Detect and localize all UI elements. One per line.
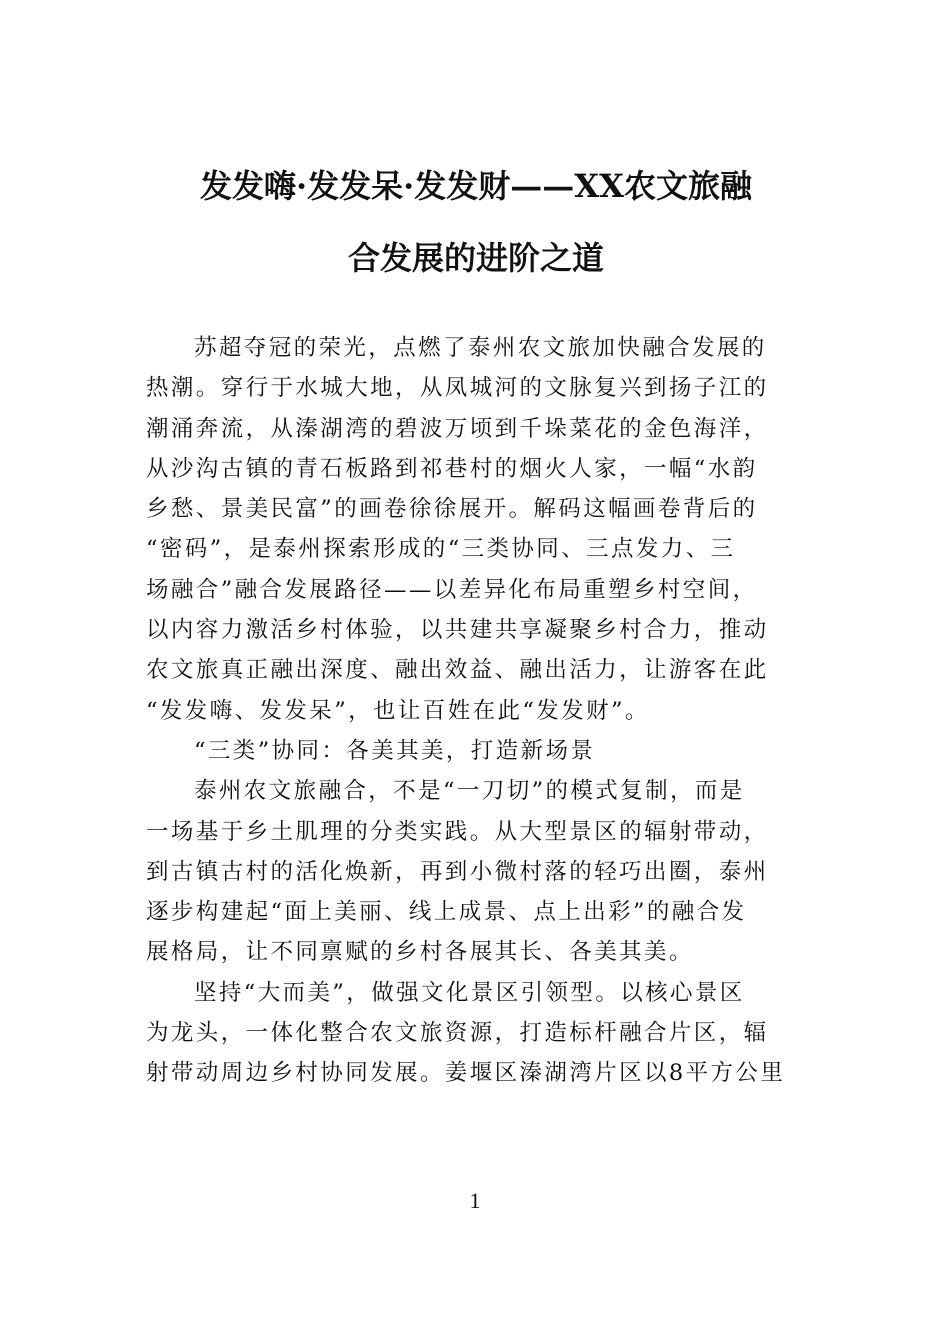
text-line: 苏超夺冠的荣光，点燃了泰州农文旅加快融合发展的 bbox=[194, 335, 767, 361]
text-line: 一场基于乡土肌理的分类实践。从大型景区的辐射带动， bbox=[146, 818, 769, 845]
text-line: 到古镇古村的活化焕新，再到小微村落的轻巧出圈，泰州 bbox=[146, 858, 769, 885]
text-line: 潮涌奔流，从溱湖湾的碧波万顷到千垛菜花的金色海洋， bbox=[146, 415, 769, 442]
page-number: 1 bbox=[469, 1188, 481, 1213]
text-line: 逐步构建起“面上美丽、线上成景、点上出彩”的融合发 bbox=[146, 899, 747, 926]
document-title bbox=[146, 150, 806, 294]
text-line: 场融合”融合发展路径——以差异化布局重塑乡村空间， bbox=[146, 576, 758, 603]
text-line: 泰州农文旅融合，不是“一刀切”的模式复制，而是 bbox=[194, 778, 745, 805]
text-line: “发发嗨、发发呆”，也让百姓在此“发发财”。 bbox=[146, 697, 650, 724]
text-line: 为龙头，一体化整合农文旅资源，打造标杆融合片区，辐 bbox=[146, 1020, 769, 1047]
paragraph-scenic-area bbox=[146, 973, 808, 1094]
text-line: 以内容力激活乡村体验，以共建共享凝聚乡村合力，推动 bbox=[146, 617, 769, 644]
text-line: “三类”协同：各美其美，打造新场景 bbox=[194, 737, 596, 764]
text-line: 坚持“大而美”，做强文化景区引领型。以核心景区 bbox=[194, 979, 745, 1006]
text-line: 农文旅真正融出深度、融出效益、融出活力，让游客在此 bbox=[146, 657, 769, 684]
text-line: 展格局，让不同禀赋的乡村各展其长、各美其美。 bbox=[146, 939, 694, 966]
title-line-1: 发发嗨·发发呆·发发财——XX农文旅融 bbox=[200, 167, 752, 205]
section-heading bbox=[146, 731, 808, 771]
text-line: 射带动周边乡村协同发展。姜堰区溱湖湾片区以8平方公里 bbox=[146, 1060, 786, 1087]
title-line-2: 合发展的进阶之道 bbox=[347, 239, 604, 277]
document-body bbox=[146, 328, 808, 1094]
text-line: 热潮。穿行于水城大地，从凤城河的文脉复兴到扬子江的 bbox=[146, 375, 769, 402]
paragraph-classification bbox=[146, 771, 808, 972]
paragraph-intro bbox=[146, 328, 808, 731]
text-line: “密码”，是泰州探索形成的“三类协同、三点发力、三 bbox=[146, 536, 736, 563]
text-line: 乡愁、景美民富”的画卷徐徐展开。解码这幅画卷背后的 bbox=[146, 496, 758, 523]
text-line: 从沙沟古镇的青石板路到祁巷村的烟火人家，一幅“水韵 bbox=[146, 455, 758, 482]
